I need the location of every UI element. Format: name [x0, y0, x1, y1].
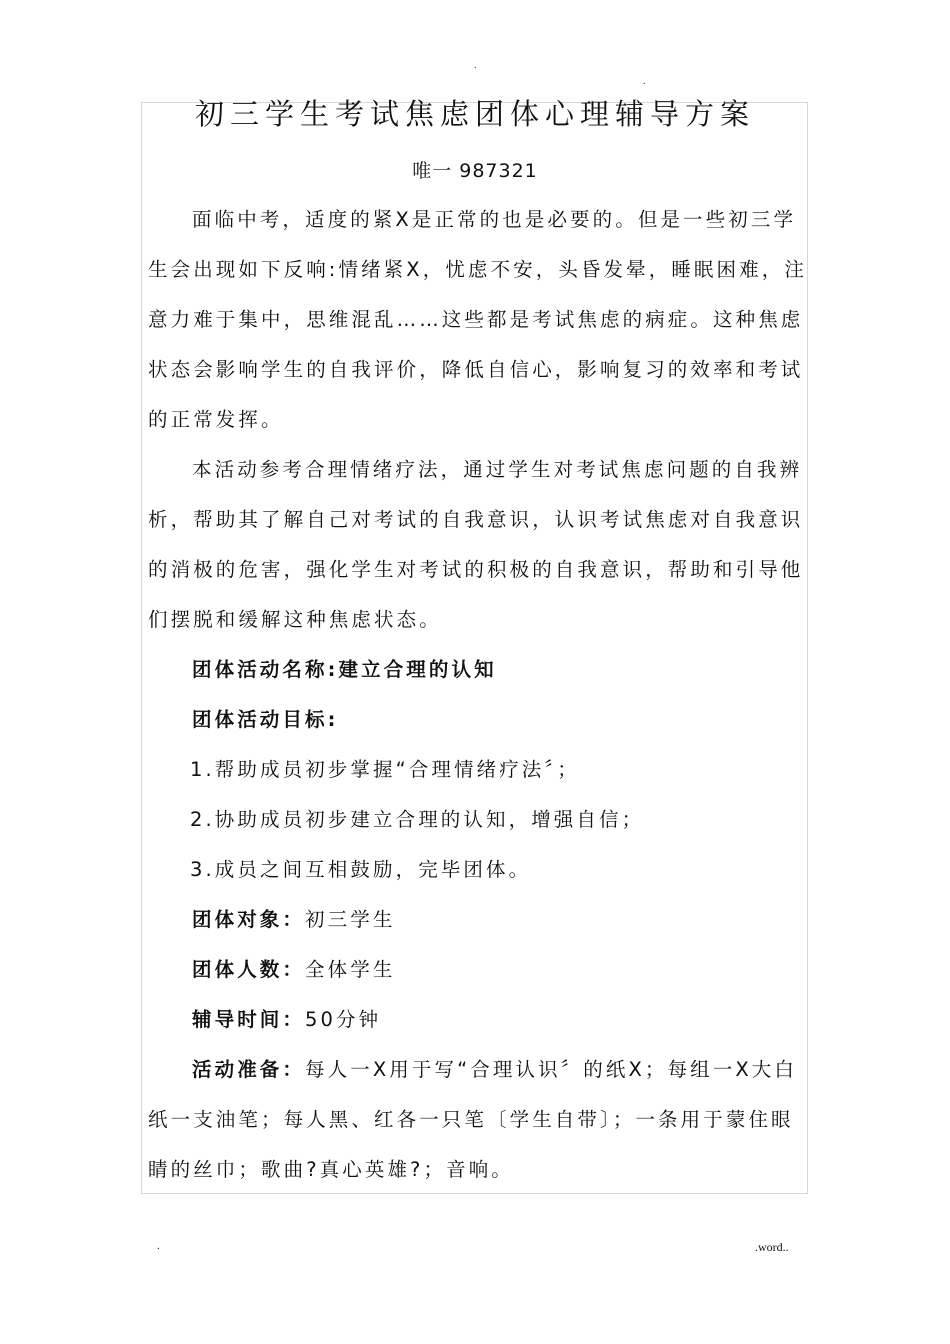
time-row: [148, 995, 816, 1045]
document-body: [148, 195, 816, 1195]
prep-value: 每人一X用于写“合理认识〞的纸X；每组一X大白纸一支油笔；每人黑、红各一只笔〔学生自带〕；一条用于蒙住眼睛的丝巾；歌曲?真心英雄?；音响。: [148, 1058, 797, 1181]
target-row: [148, 895, 816, 945]
time-label: 辅导时间：: [192, 1008, 306, 1031]
activity-goal-label: 团体活动目标:: [192, 708, 339, 731]
intro-paragraph: 面临中考，适度的紧X是正常的也是必要的。但是一些初三学生会出现如下反响:情绪紧X，忧虑不安，头昏发晕，睡眠困难，注意力难于集中，思维混乱……这些都是考试焦虑的病症。这种焦虑状态会影响学生的自我评价，降低自信心，影响复习的效率和考试的正常发挥。: [148, 208, 807, 431]
document-title: 初三学生考试焦虑团体心理辅导方案: [194, 97, 755, 131]
count-row: [148, 945, 816, 995]
footer-dot: .: [157, 1240, 160, 1252]
target-value: 初三学生: [305, 908, 396, 931]
header-dot-right: .: [643, 76, 646, 87]
prep-row: [148, 1045, 816, 1195]
header-dot: .: [474, 60, 477, 71]
target-label: 团体对象：: [192, 908, 306, 931]
goal-item: 1.帮助成员初步掌握“合理情绪疗法〞；: [190, 758, 580, 781]
activity-name: 团体活动名称:建立合理的认知: [192, 658, 497, 681]
method-paragraph: 本活动参考合理情绪疗法，通过学生对考试焦虑问题的自我辨析，帮助其了解自己对考试的自我意识，认识考试焦虑对自我意识的消极的危害，强化学生对考试的积极的自我意识，帮助和引导他们摆脱和缓解这种焦虑状态。: [148, 458, 804, 631]
goal-item: 2.协助成员初步建立合理的认知，增强自信；: [190, 808, 645, 831]
count-value: 全体学生: [305, 958, 396, 981]
document-subtitle: 唯一 987321: [412, 160, 538, 182]
count-label: 团体人数：: [192, 958, 306, 981]
prep-label: 活动准备：: [192, 1058, 306, 1081]
goal-item: 3.成员之间互相鼓励，完毕团体。: [190, 858, 532, 881]
time-value: 50分钟: [305, 1008, 382, 1031]
footer-word: .word..: [755, 1240, 789, 1254]
